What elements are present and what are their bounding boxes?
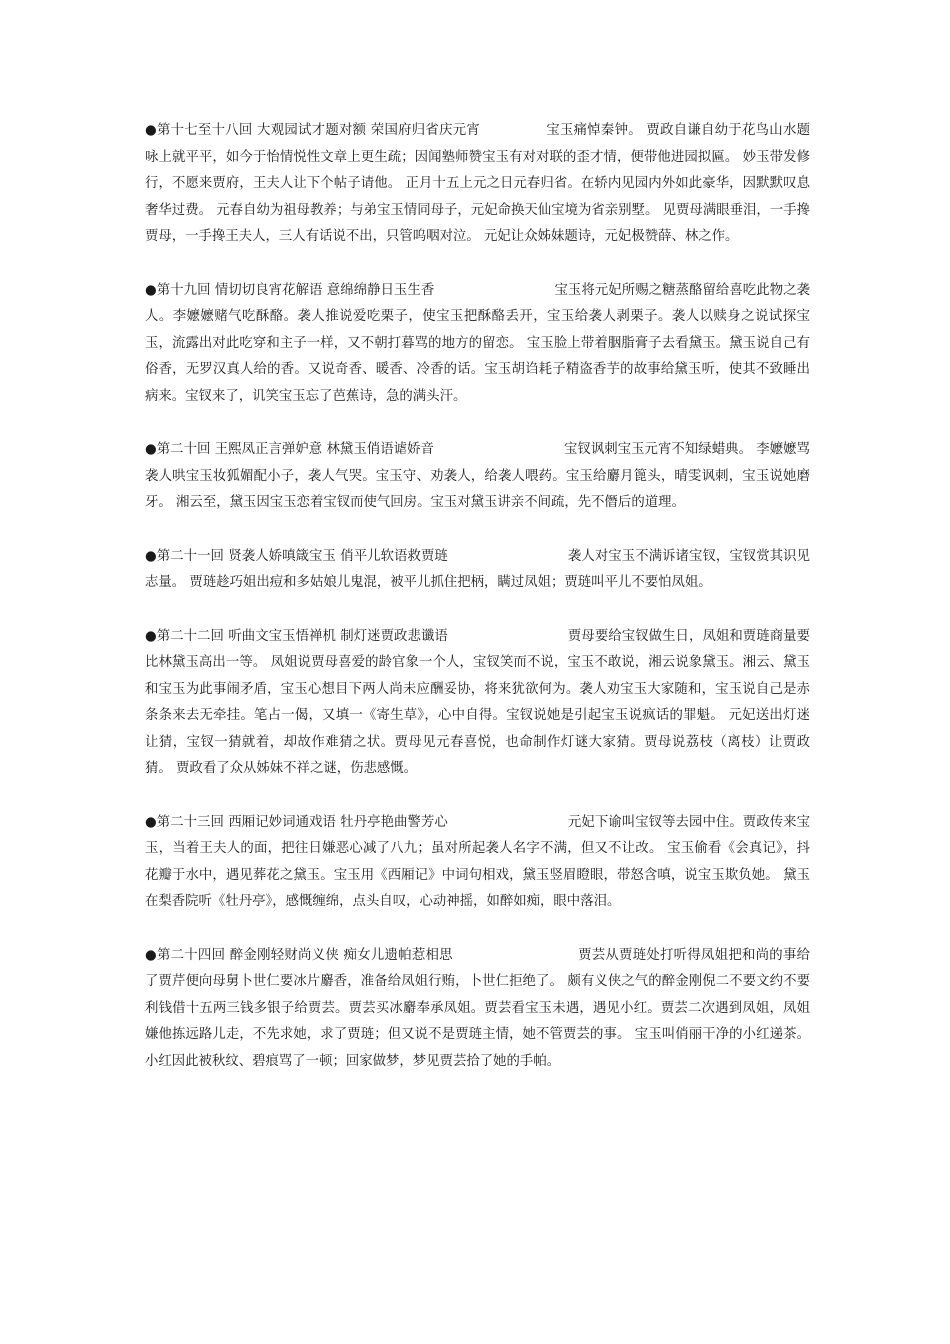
chapter-title: ●第二十一回 贤袭人娇嗔箴宝玉 俏平儿软语救贾琏 bbox=[145, 548, 448, 564]
chapter-entry-22 bbox=[145, 624, 810, 783]
chapter-summary: 宝玉将元妃所赐之糖蒸酪留给喜吃此物之袭人。李嬷嬷赌气吃酥酪。袭人推说爱吃栗子，使宝玉把酥酪丢开，宝玉给袭人剥栗子。袭人以赎身之说试探宝玉，流露出对此吃穿和主子一样，又不朝打暮骂的地方的留恋。 宝玉脸上带着胭脂膏子去看黛玉。黛玉说自己有俗香，无罗汉真人给的香。又说奇香、暖香、冷香的话。宝玉胡诌耗子精盗香芋的故事给黛玉听，使其不致睡出病来。宝钗来了，讥笑宝玉忘了芭蕉诗，急的满头汗。 bbox=[145, 282, 811, 404]
chapter-summary: 贾芸从贾琏处打听得凤姐把和尚的事给了贾芹便向母舅卜世仁要冰片麝香，准备给凤姐行贿，卜世仁拒绝了。 颇有义侠之气的醉金刚倪二不要文约不要利钱借十五两三钱多银子给贾芸。贾芸买冰麝奉承凤姐。贾芸看宝玉未遇，遇见小红。贾芸二次遇到凤姐，凤姐嫌他拣远路儿走，不先求她，求了贾琏；但又说不是贾琏主情，她不管贾芸的事。 宝玉叫俏丽干净的小红递茶。小红因此被秋纹、碧痕骂了一顿；回家做梦，梦见贾芸拾了她的手帕。 bbox=[145, 947, 810, 1069]
document-page bbox=[145, 118, 810, 1102]
chapter-summary: 宝玉痛悼秦钟。 贾政自谦自幼于花鸟山水题咏上就平平，如今于怡情悦性文章上更生疏；因闻塾师赞宝玉有对对联的歪才情，便带他进园拟匾。 妙玉带发修行，不愿来贾府，王夫人让下个帖子请他。 正月十五上元之日元春归省。在轿内见园内外如此豪华，因默默叹息奢华过费。 元春自幼为祖母教养；与弟宝玉情同母子，元妃命换天仙宝境为省亲别墅。 见贾母满眼垂泪，一手搀贾母，一手搀王夫人，三人有话说不出，只管呜咽对泣。 元妃让众姊妹题诗，元妃极赞薛、林之作。 bbox=[145, 123, 810, 244]
chapter-entry-23 bbox=[145, 810, 810, 916]
chapter-title: ●第二十回 王熙凤正言弹妒意 林黛玉俏语谑娇音 bbox=[145, 442, 434, 457]
chapter-summary: 贾母要给宝钗做生日，凤姐和贾琏商量要比林黛玉高出一等。 凤姐说贾母喜爱的龄官象一个人，宝钗笑而不说，宝玉不敢说，湘云说象黛玉。湘云、黛玉和宝玉为此事闹矛盾，宝玉心想目下两人尚未应酬妥协，将来犹欲何为。袭人劝宝玉大家随和，宝玉说自己是赤条条来去无牵挂。笔占一偈，又填一《寄生草》，心中自得。宝钗说她是引起宝玉说疯话的罪魁。 元妃送出灯迷让猜，宝钗一猜就着，却故作难猜之状。贾母见元春喜悦，也命制作灯谜大家猜。贾母说荔枝（离枝）让贾政猜。 贾政看了众从姊妹不祥之谜，伤悲感慨。 bbox=[145, 628, 811, 776]
chapter-title: ●第二十四回 醉金刚轻财尚义侠 痴女儿遗帕惹相思 bbox=[145, 947, 453, 963]
chapter-title: ●第十七至十八回 大观园试才题对额 荣国府归省庆元宵 bbox=[145, 123, 481, 138]
chapter-entry-24 bbox=[145, 943, 810, 1076]
chapter-entry-21 bbox=[145, 544, 810, 597]
chapter-title: ●第二十三回 西厢记妙词通戏语 牡丹亭艳曲警芳心 bbox=[145, 814, 448, 830]
chapter-title: ●第二十二回 听曲文宝玉悟禅机 制灯迷贾政悲谶语 bbox=[145, 628, 448, 644]
chapter-summary: 袭人对宝玉不满诉诸宝钗，宝钗赏其识见志量。 贾琏趁巧姐出痘和多姑娘儿鬼混，被平儿抓住把柄，瞒过凤姐；贾琏叫平儿不要怕凤姐。 bbox=[145, 548, 811, 590]
chapter-entry-19 bbox=[145, 278, 810, 411]
chapter-entry-20 bbox=[145, 437, 810, 517]
chapter-summary: 宝钗讽刺宝玉元宵不知绿蜡典。 李嬷嬷骂袭人哄宝玉妆狐媚配小子，袭人气哭。宝玉守、劝袭人，给袭人喂药。宝玉给麝月篦头，晴雯讽刺，宝玉说她磨牙。 湘云至，黛玉因宝玉恋着宝钗而使气回房。宝玉对黛玉讲亲不间疏，先不僭后的道理。 bbox=[145, 442, 810, 510]
chapter-title: ●第十九回 情切切良宵花解语 意绵绵静日玉生香 bbox=[145, 282, 435, 298]
chapter-entry-17-18 bbox=[145, 118, 810, 251]
chapter-summary: 元妃下谕叫宝钗等去园中住。贾政传来宝玉，当着王夫人的面，把往日嫌恶心减了八九；虽对所起袭人名字不满，但又不让改。 宝玉偷看《会真记》，抖花瓣于水中，遇见葬花之黛玉。宝玉用《西厢记》中词句相戏，黛玉竖眉瞪眼，带怒含嗔，说宝玉欺负她。 黛玉在梨香院听《牡丹亭》，感慨缠绵，点头自叹，心动神摇，如醉如痴，眼中落泪。 bbox=[145, 814, 811, 909]
